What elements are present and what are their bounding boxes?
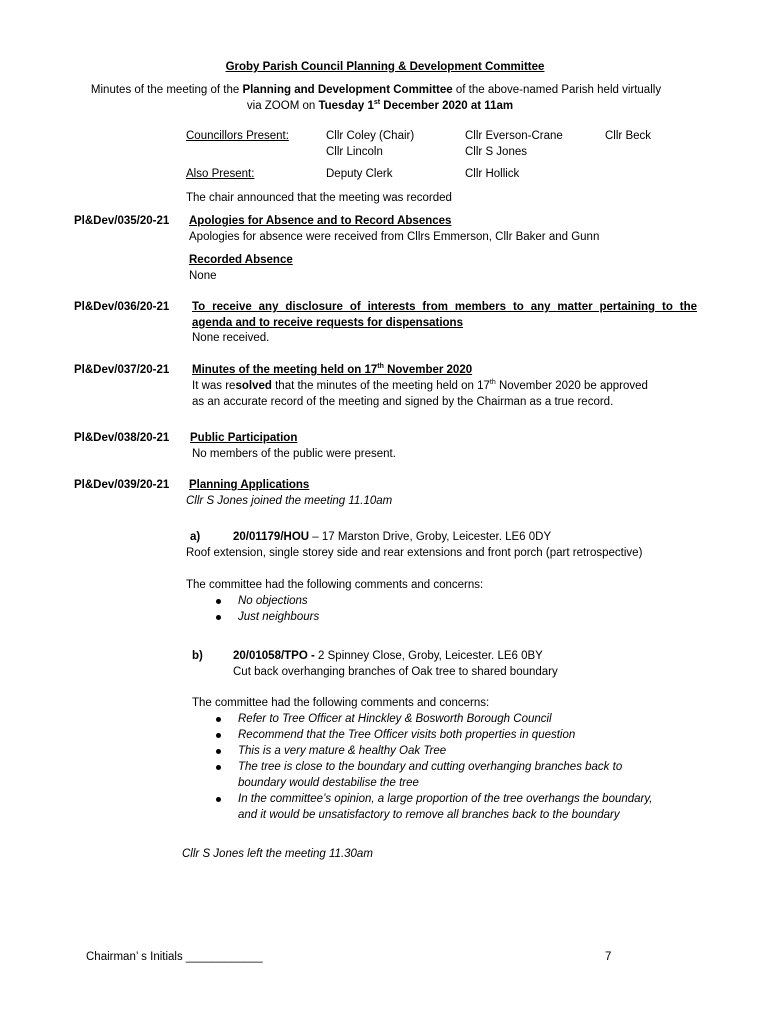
app-ref: 20/01179/HOU [233,531,310,543]
app-address: 2 Spinney Close, Groby, Leicester. LE6 0BY [318,650,543,662]
sub-heading: Recorded Absence [189,254,293,266]
intro-via: via ZOOM on [246,100,319,112]
app-line [233,648,543,664]
list-item: No objections [238,593,319,609]
comments-list [238,593,319,625]
attendee: Cllr Lincoln [326,146,383,158]
chairman-initials: Chairman’ s Initials ____________ [86,951,263,963]
list-item: Refer to Tree Officer at Hinckley & Bosworth Borough Council [238,711,652,727]
item-heading: Public Participation [190,432,298,444]
joined-note: Cllr S Jones joined the meeting 11.10am [186,495,393,507]
item-text: None [189,270,217,282]
recorded-note: The chair announced that the meeting was recorded [186,192,452,204]
item-text: as an accurate record of the meeting and signed by the Chairman as a true record. [192,396,614,408]
left-note: Cllr S Jones left the meeting 11.30am [182,848,373,860]
item-heading: Minutes of the meeting held on 17th November 2020 [192,363,473,376]
intro-line-2 [0,98,760,114]
comments-intro: The committee had the following comments and concerns: [186,579,484,591]
page-number: 7 [605,951,612,963]
bullet-icon [216,717,221,722]
item-text: Apologies for absence were received from Cllrs Emmerson, Cllr Baker and Gunn [189,231,600,243]
attendee: Cllr S Jones [465,146,527,158]
list-item-cont: boundary would destabilise the tree [238,777,419,789]
item-ref: Pl&Dev/039/20-21 [74,479,170,491]
item-text: It was resolved that the minutes of the meeting held on 17th November 2020 be approved [192,379,648,392]
item-text: No members of the public were present. [192,448,396,460]
app-description: Cut back overhanging branches of Oak tree to shared boundary [233,666,558,678]
intro-text-2: of the above-named Parish held virtually [452,84,662,96]
bullet-icon [216,749,221,754]
intro-line-1 [0,82,752,98]
also-attendee: Cllr Hollick [465,168,520,180]
document-title: Groby Parish Council Planning & Development Committee [225,61,545,73]
councillors-present-label: Councillors Present: [186,130,289,142]
item-text: None received. [192,332,270,344]
list-item-cont: and it would be unsatisfactory to remove all branches back to the boundary [238,809,620,821]
app-letter: a) [190,531,201,543]
app-line [233,529,551,545]
attendee: Cllr Everson-Crane [465,130,563,142]
bullet-icon [216,615,221,620]
app-address: – 17 Marston Drive, Groby, Leicester. LE6 0DY [309,531,552,543]
app-description: Roof extension, single storey side and rear extensions and front porch (part retrospective) [186,547,643,559]
list-item: In the committee’s opinion, a large proportion of the tree overhangs the boundary, [238,791,652,807]
intro-text: Minutes of the meeting of the [90,84,243,96]
attendee: Cllr Beck [605,130,652,142]
list-item: Recommend that the Tree Officer visits both properties in question [238,727,652,743]
item-ref: Pl&Dev/037/20-21 [74,364,170,376]
app-letter: b) [192,650,203,662]
item-ref: Pl&Dev/038/20-21 [74,432,170,444]
bullet-icon [216,599,221,604]
comments-list [238,711,652,823]
also-present-label: Also Present: [186,168,255,180]
comments-intro: The committee had the following comments and concerns: [192,697,490,709]
also-attendee: Deputy Clerk [326,168,393,180]
item-heading: To receive any disclosure of interests from members to any matter pertaining to the [192,301,697,313]
list-item: This is a very mature & healthy Oak Tree [238,743,652,759]
item-heading-cont: agenda and to receive requests for dispensations [192,317,463,329]
item-ref: Pl&Dev/036/20-21 [74,301,170,313]
item-ref: Pl&Dev/035/20-21 [74,215,170,227]
app-ref: 20/01058/TPO - [233,650,319,662]
list-item: Just neighbours [238,609,319,625]
list-item: The tree is close to the boundary and cutting overhanging branches back to [238,759,652,775]
item-heading: Planning Applications [189,479,310,491]
bullet-icon [216,765,221,770]
bullet-icon [216,797,221,802]
item-heading: Apologies for Absence and to Record Absences [189,215,452,227]
attendee: Cllr Coley (Chair) [326,130,415,142]
meeting-date: Tuesday 1st December 2020 at 11am [318,99,514,112]
committee-name: Planning and Development Committee [242,84,453,96]
bullet-icon [216,733,221,738]
